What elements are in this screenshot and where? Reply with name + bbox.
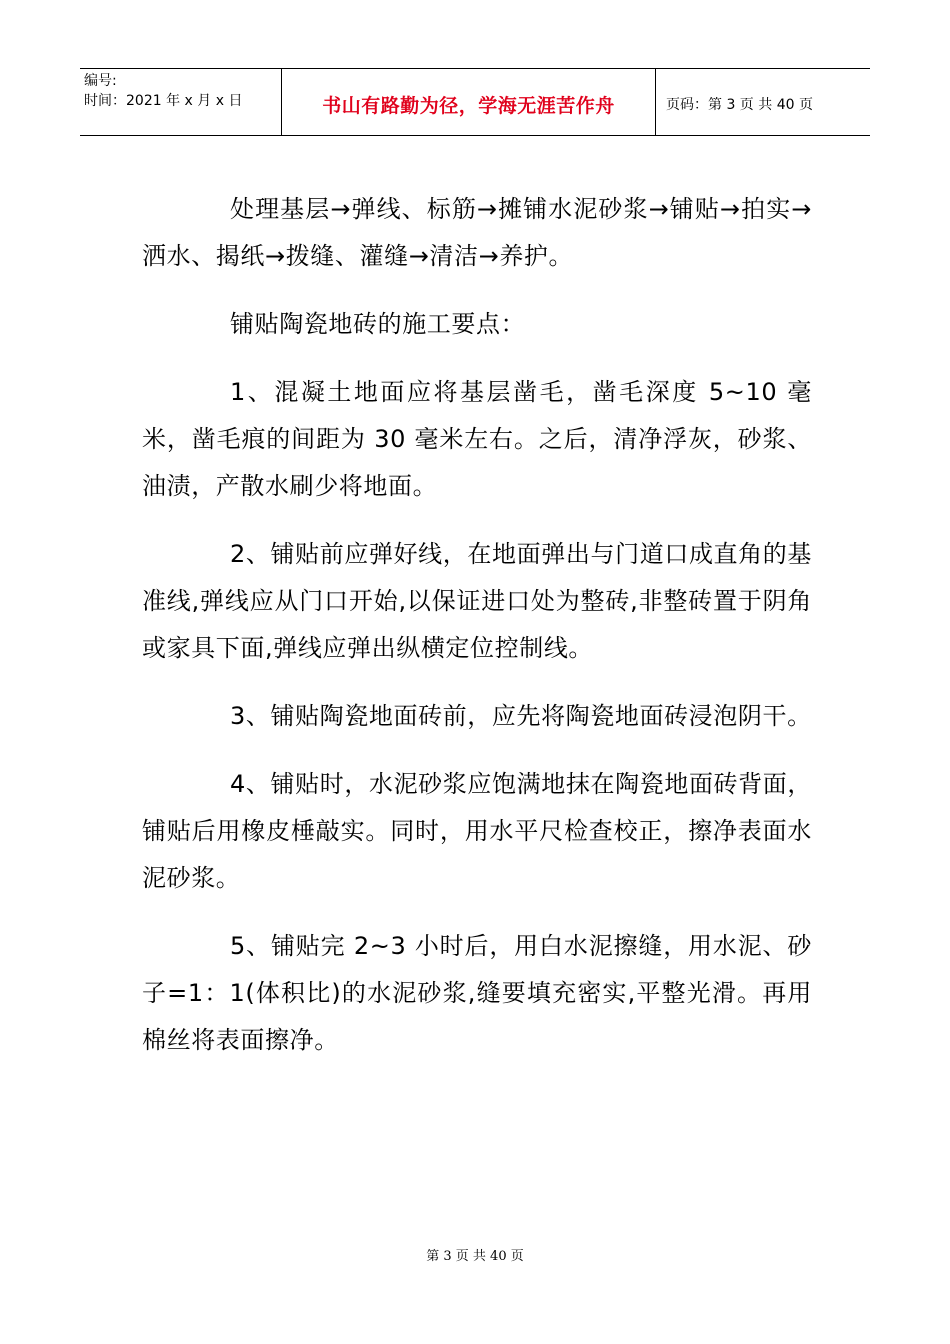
paragraph-point-5: 5、铺贴完 2~3 小时后，用白水泥擦缝，用水泥、砂子=1：1(体积比)的水泥砂浆,缝要填充密实,平整光滑。再用棉丝将表面擦净。 [142, 932, 812, 1054]
header-motto: 书山有路勤为径，学海无涯苦作舟 [322, 94, 615, 117]
document-date: 时间：2021 年 x 月 x 日 [84, 93, 243, 109]
paragraph-point-1: 1、混凝土地面应将基层凿毛，凿毛深度 5~10 毫米，凿毛痕的间距为 30 毫米左右。之后，清净浮灰，砂浆、油渍，产散水刷少将地面。 [142, 378, 812, 500]
header-page-cell [656, 69, 870, 135]
header-motto-cell [282, 69, 656, 135]
paragraph-point-2: 2、铺贴前应弹好线，在地面弹出与门道口成直角的基准线,弹线应从门口开始,以保证进口处为整砖,非整砖置于阴角或家具下面,弹线应弹出纵横定位控制线。 [142, 540, 812, 662]
paragraph-point-4: 4、铺贴时，水泥砂浆应饱满地抹在陶瓷地面砖背面，铺贴后用橡皮棰敲实。同时，用水平尺检查校正，擦净表面水泥砂浆。 [142, 770, 812, 892]
page-footer [0, 1245, 950, 1264]
paragraph-process-steps: 处理基层→弹线、标筋→摊铺水泥砂浆→铺贴→拍实→洒水、揭纸→拨缝、灌缝→清洁→养护。 [142, 195, 812, 270]
footer-page-number: 第 3 页 共 40 页 [426, 1249, 524, 1264]
paragraph-point-3: 3、铺贴陶瓷地面砖前，应先将陶瓷地面砖浸泡阴干。 [230, 702, 812, 730]
header-meta-cell [80, 69, 282, 135]
paragraph-section-heading: 铺贴陶瓷地砖的施工要点： [230, 310, 526, 338]
document-body [142, 186, 812, 1085]
document-code-label: 编号: [84, 73, 117, 89]
document-header [80, 68, 870, 136]
header-page-info: 页码：第 3 页 共 40 页 [666, 97, 813, 113]
